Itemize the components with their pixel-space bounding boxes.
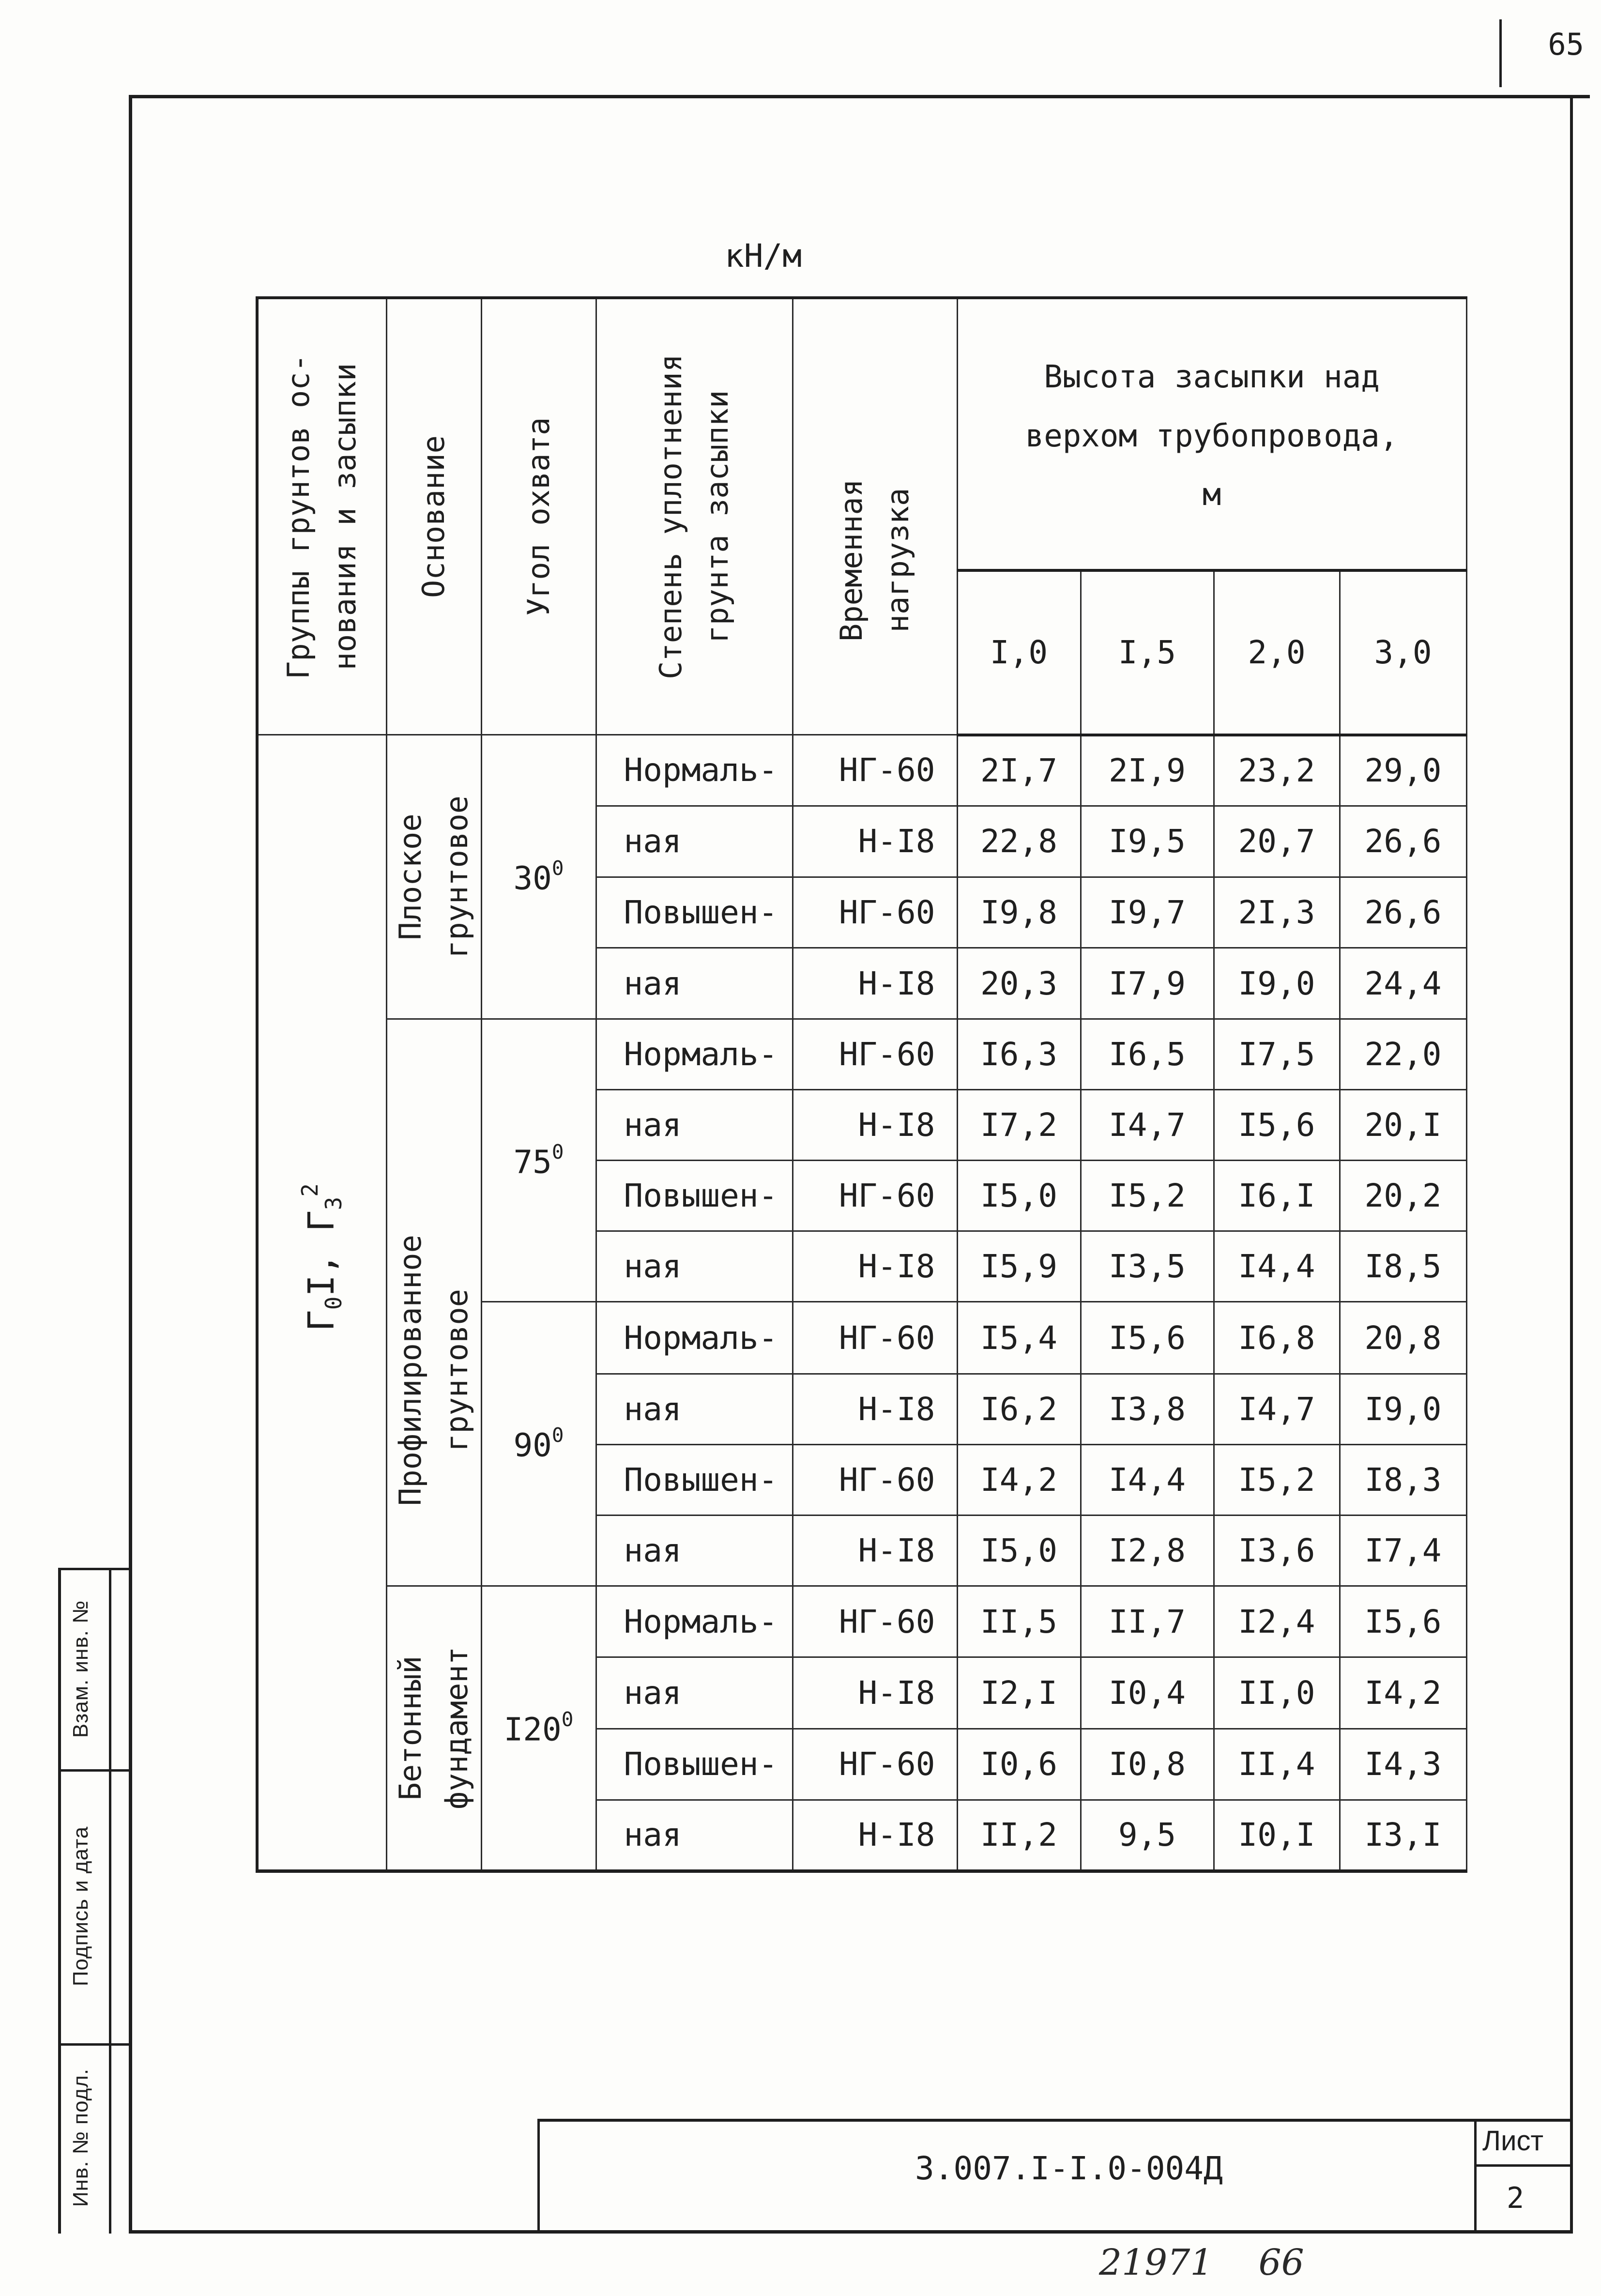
base-profiled: Профилированное грунтовое xyxy=(386,1019,481,1586)
frame-bottom xyxy=(129,2230,1573,2234)
load-type: Н-I8 xyxy=(793,806,957,877)
value-cell: I5,6 xyxy=(1081,1302,1214,1374)
compaction-label: ная xyxy=(596,806,793,877)
load-type: Н-I8 xyxy=(793,1800,957,1871)
value-cell: I9,0 xyxy=(1340,1374,1466,1445)
value-cell: I4,7 xyxy=(1081,1090,1214,1161)
units-label: кН/м xyxy=(725,237,802,275)
compaction-label: ная xyxy=(596,1800,793,1871)
value-cell: I2,I xyxy=(957,1657,1081,1729)
value-cell: I4,4 xyxy=(1214,1231,1340,1302)
header-height-1-5: I,5 xyxy=(1081,570,1214,735)
compaction-label: Нормаль- xyxy=(596,1302,793,1374)
value-cell: I0,I xyxy=(1214,1800,1340,1871)
value-cell: I7,5 xyxy=(1214,1019,1340,1090)
compaction-label: ная xyxy=(596,1090,793,1161)
compaction-label: Повышен- xyxy=(596,1161,793,1231)
value-cell: 26,6 xyxy=(1340,806,1466,877)
value-cell: II,2 xyxy=(957,1800,1081,1871)
value-cell: I6,3 xyxy=(957,1019,1081,1090)
value-cell: I5,9 xyxy=(957,1231,1081,1302)
value-cell: I4,2 xyxy=(957,1445,1081,1515)
value-cell: I4,7 xyxy=(1214,1374,1340,1445)
value-cell: I0,6 xyxy=(957,1729,1081,1800)
value-cell: I9,5 xyxy=(1081,806,1214,877)
value-cell: I6,8 xyxy=(1214,1302,1340,1374)
load-type: Н-I8 xyxy=(793,1515,957,1586)
frame-top xyxy=(129,95,1590,98)
value-cell: 20,2 xyxy=(1340,1161,1466,1231)
header-compaction: Степень уплотнения грунта засыпки xyxy=(596,298,793,735)
value-cell: I0,4 xyxy=(1081,1657,1214,1729)
frame-left xyxy=(129,95,132,2233)
value-cell: I3,5 xyxy=(1081,1231,1214,1302)
soil-group-cell: $Г_0I$, $Г_3^2$ xyxy=(257,735,386,1871)
value-cell: I5,0 xyxy=(957,1515,1081,1586)
value-cell: I3,I xyxy=(1340,1800,1466,1871)
value-cell: 26,6 xyxy=(1340,877,1466,948)
value-cell: I6,5 xyxy=(1081,1019,1214,1090)
value-cell: II,5 xyxy=(957,1586,1081,1657)
compaction-label: ная xyxy=(596,1515,793,1586)
load-type: Н-I8 xyxy=(793,1231,957,1302)
compaction-label: ная xyxy=(596,1231,793,1302)
compaction-label: Повышен- xyxy=(596,1445,793,1515)
value-cell: I7,9 xyxy=(1081,948,1214,1019)
value-cell: 2I,3 xyxy=(1214,877,1340,948)
frame-right xyxy=(1570,95,1573,2233)
header-base: Основание xyxy=(386,298,481,735)
header-height-3-0: 3,0 xyxy=(1340,570,1466,735)
load-type: Н-I8 xyxy=(793,1657,957,1729)
value-cell: I4,3 xyxy=(1340,1729,1466,1800)
load-type: НГ-60 xyxy=(793,1019,957,1090)
header-load: Временная нагрузка xyxy=(793,298,957,735)
value-cell: I5,2 xyxy=(1214,1445,1340,1515)
base-flat: Плоское грунтовое xyxy=(386,735,481,1019)
value-cell: 24,4 xyxy=(1340,948,1466,1019)
value-cell: 20,I xyxy=(1340,1090,1466,1161)
load-type: НГ-60 xyxy=(793,1729,957,1800)
value-cell: I9,7 xyxy=(1081,877,1214,948)
value-cell: II,4 xyxy=(1214,1729,1340,1800)
compaction-label: Нормаль- xyxy=(596,1019,793,1090)
value-cell: I5,4 xyxy=(957,1302,1081,1374)
value-cell: 2I,7 xyxy=(957,735,1081,806)
base-concrete: Бетонный фундамент xyxy=(386,1586,481,1871)
replaced-inv-label: Взам. инв. № xyxy=(69,1600,92,1738)
compaction-label: ная xyxy=(596,1657,793,1729)
value-cell: I9,8 xyxy=(957,877,1081,948)
angle-75: $75^0$ xyxy=(481,1019,596,1302)
header-height-2-0: 2,0 xyxy=(1214,570,1340,735)
value-cell: I8,5 xyxy=(1340,1231,1466,1302)
header-height-title: Высота засыпки над верхом трубопровода, м xyxy=(957,298,1466,570)
compaction-label: Нормаль- xyxy=(596,1586,793,1657)
value-cell: I3,8 xyxy=(1081,1374,1214,1445)
value-cell: I3,6 xyxy=(1214,1515,1340,1586)
load-type: НГ-60 xyxy=(793,1302,957,1374)
inv-no-orig-label: Инв. № подл. xyxy=(69,2068,92,2207)
value-cell: I5,0 xyxy=(957,1161,1081,1231)
value-cell: 9,5 xyxy=(1081,1800,1214,1871)
value-cell: I8,3 xyxy=(1340,1445,1466,1515)
signature-date-label: Подпись и дата xyxy=(69,1826,92,1987)
value-cell: 20,3 xyxy=(957,948,1081,1019)
value-cell: I0,8 xyxy=(1081,1729,1214,1800)
compaction-label: Нормаль- xyxy=(596,735,793,806)
header-angle: Угол охвата xyxy=(481,298,596,735)
value-cell: I6,I xyxy=(1214,1161,1340,1231)
angle-90: $90^0$ xyxy=(481,1302,596,1586)
value-cell: 23,2 xyxy=(1214,735,1340,806)
compaction-label: ная xyxy=(596,1374,793,1445)
value-cell: I4,4 xyxy=(1081,1445,1214,1515)
value-cell: I9,0 xyxy=(1214,948,1340,1019)
value-cell: I5,2 xyxy=(1081,1161,1214,1231)
compaction-label: ная xyxy=(596,948,793,1019)
sheet-label: Лист xyxy=(1482,2125,1544,2157)
load-type: Н-I8 xyxy=(793,1374,957,1445)
value-cell: I2,4 xyxy=(1214,1586,1340,1657)
load-type: НГ-60 xyxy=(793,1445,957,1515)
value-cell: I7,4 xyxy=(1340,1515,1466,1586)
value-cell: I4,2 xyxy=(1340,1657,1466,1729)
compaction-label: Повышен- xyxy=(596,877,793,948)
page-number: 65 xyxy=(1548,27,1584,62)
load-type: НГ-60 xyxy=(793,735,957,806)
load-type: НГ-60 xyxy=(793,1586,957,1657)
value-cell: 22,8 xyxy=(957,806,1081,877)
value-cell: I7,2 xyxy=(957,1090,1081,1161)
load-type: НГ-60 xyxy=(793,1161,957,1231)
angle-120: $I20^0$ xyxy=(481,1586,596,1871)
value-cell: I2,8 xyxy=(1081,1515,1214,1586)
angle-30: $30^0$ xyxy=(481,735,596,1019)
handwritten-number: 21971 66 xyxy=(1099,2242,1304,2283)
load-table xyxy=(256,296,1467,1873)
header-height-1-0: I,0 xyxy=(957,570,1081,735)
load-type: Н-I8 xyxy=(793,948,957,1019)
value-cell: 20,8 xyxy=(1340,1302,1466,1374)
value-cell: II,7 xyxy=(1081,1586,1214,1657)
value-cell: I5,6 xyxy=(1214,1090,1340,1161)
value-cell: I5,6 xyxy=(1340,1586,1466,1657)
value-cell: 20,7 xyxy=(1214,806,1340,877)
value-cell: II,0 xyxy=(1214,1657,1340,1729)
header-soil-groups: Группы грунтов ос- нования и засыпки xyxy=(257,298,386,735)
value-cell: 29,0 xyxy=(1340,735,1466,806)
load-type: НГ-60 xyxy=(793,877,957,948)
value-cell: 22,0 xyxy=(1340,1019,1466,1090)
load-type: Н-I8 xyxy=(793,1090,957,1161)
compaction-label: Повышен- xyxy=(596,1729,793,1800)
value-cell: I6,2 xyxy=(957,1374,1081,1445)
value-cell: 2I,9 xyxy=(1081,735,1214,806)
sheet-number: 2 xyxy=(1507,2181,1525,2215)
document-code: 3.007.I-I.0-004Д xyxy=(915,2150,1223,2187)
